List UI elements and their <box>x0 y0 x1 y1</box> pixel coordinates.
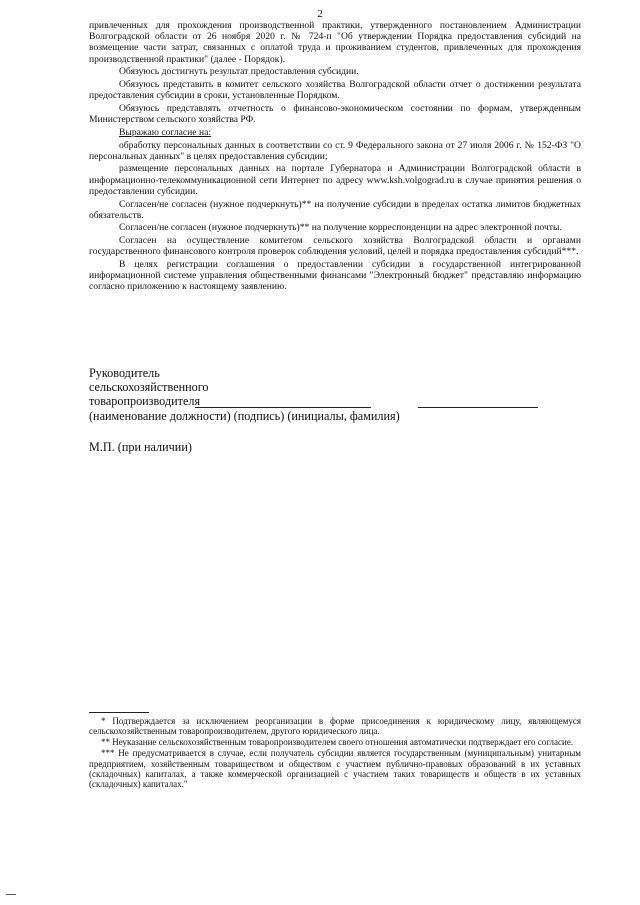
footnote-2: ** Неуказание сельскохозяйственным товаропроизводителем своего отношения автоматически подтверждает его согласие. <box>101 737 574 748</box>
paragraph-email-consent: Согласен/не согласен (нужное подчеркнуть)** на получение корреспонденции на адрес электронной почты. <box>119 222 562 234</box>
margin-mark <box>6 894 16 895</box>
signature-line-3: товаропроизводителя <box>89 394 201 408</box>
body-text <box>89 20 581 294</box>
footnote-3: *** Не предусматривается в случае, если получатель субсидии является государственным (муниципальным) унитарным предприятием, хозяйственным товариществом и обществом с участием публично-правовых образований в их уставных (складочных) капиталах, а также коммерческой организацией с участием таких товариществ и обществ в их уставных (складочных) капиталах." <box>89 748 581 790</box>
signature-line-1: Руководитель <box>89 366 160 380</box>
paragraph-budget-limits-consent: Согласен/не согласен (нужное подчеркнуть)** на получение субсидии в пределах остатка лимитов бюджетных обязательств. <box>89 198 581 221</box>
signature-line-2: сельскохозяйственного <box>89 380 209 394</box>
name-rule <box>418 407 538 408</box>
paragraph-inspection-consent: Согласен на осуществление комитетом сельского хозяйства Волгоградской области и органами государственного финансового контроля проверок соблюдения условий, целей и порядка предоставления субсидий***. <box>89 235 581 258</box>
paragraph-personal-data-publication: размещение персональных данных на портале Губернатора и Администрации Волгоградской области в информационно-телекоммуникационной сети Интернет по адресу www.ksh.volgograd.ru в случае принятия решения о предоставлении субсидии. <box>89 163 581 197</box>
paragraph-report-result: Обязуюсь представить в комитет сельского хозяйства Волгоградской области отчет о достижении результата предоставления субсидии в сроки, установленные Порядком. <box>89 79 581 102</box>
page-number: 2 <box>317 8 323 20</box>
position-signature-rule <box>195 407 371 408</box>
footnotes <box>89 716 581 790</box>
signature-caption: (наименование должности) (подпись) (инициалы, фамилия) <box>89 409 400 423</box>
paragraph-electronic-budget: В целях регистрации соглашения о предоставлении субсидии в государственной интегрированной информационной системе управления общественными финансами "Электронный бюджет" представляю информацию согласно приложению к настоящему заявлению. <box>89 259 581 293</box>
paragraph-achieve-result: Обязуюсь достигнуть результат предоставления субсидии. <box>119 66 359 78</box>
footnote-1: * Подтверждается за исключением реорганизации в форме присоединения к юридическому лицу, являющемуся сельскохозяйственным товаропроизводителем, другого юридического лица. <box>89 716 581 737</box>
paragraph-consent-heading <box>89 127 581 138</box>
stamp-placeholder: М.П. (при наличии) <box>89 440 192 454</box>
paragraph-personal-data-processing: обработку персональных данных в соответствии со ст. 9 Федерального закона от 27 июля 2006 г. № 152-ФЗ "О персональных данных" в целях предоставления субсидии; <box>89 139 581 162</box>
footnote-separator <box>89 712 149 713</box>
paragraph-procedure-reference: привлеченных для прохождения производственной практики, утвержденного постановлением Администрации Волгоградской области от 26 ноября 2020 г. № 724-п "Об утверждении Порядка предоставления субсидий на возмещение части затрат, связанных с оплатой труда и проживанием студентов, привлеченных для прохождения производственной практики" (далее - Порядок). <box>89 20 581 65</box>
paragraph-financial-reporting: Обязуюсь представлять отчетность о финансово-экономическом состоянии по формам, утвержденным Министерством сельского хозяйства РФ. <box>89 102 581 126</box>
consent-heading: Выражаю согласие на: <box>119 126 212 138</box>
